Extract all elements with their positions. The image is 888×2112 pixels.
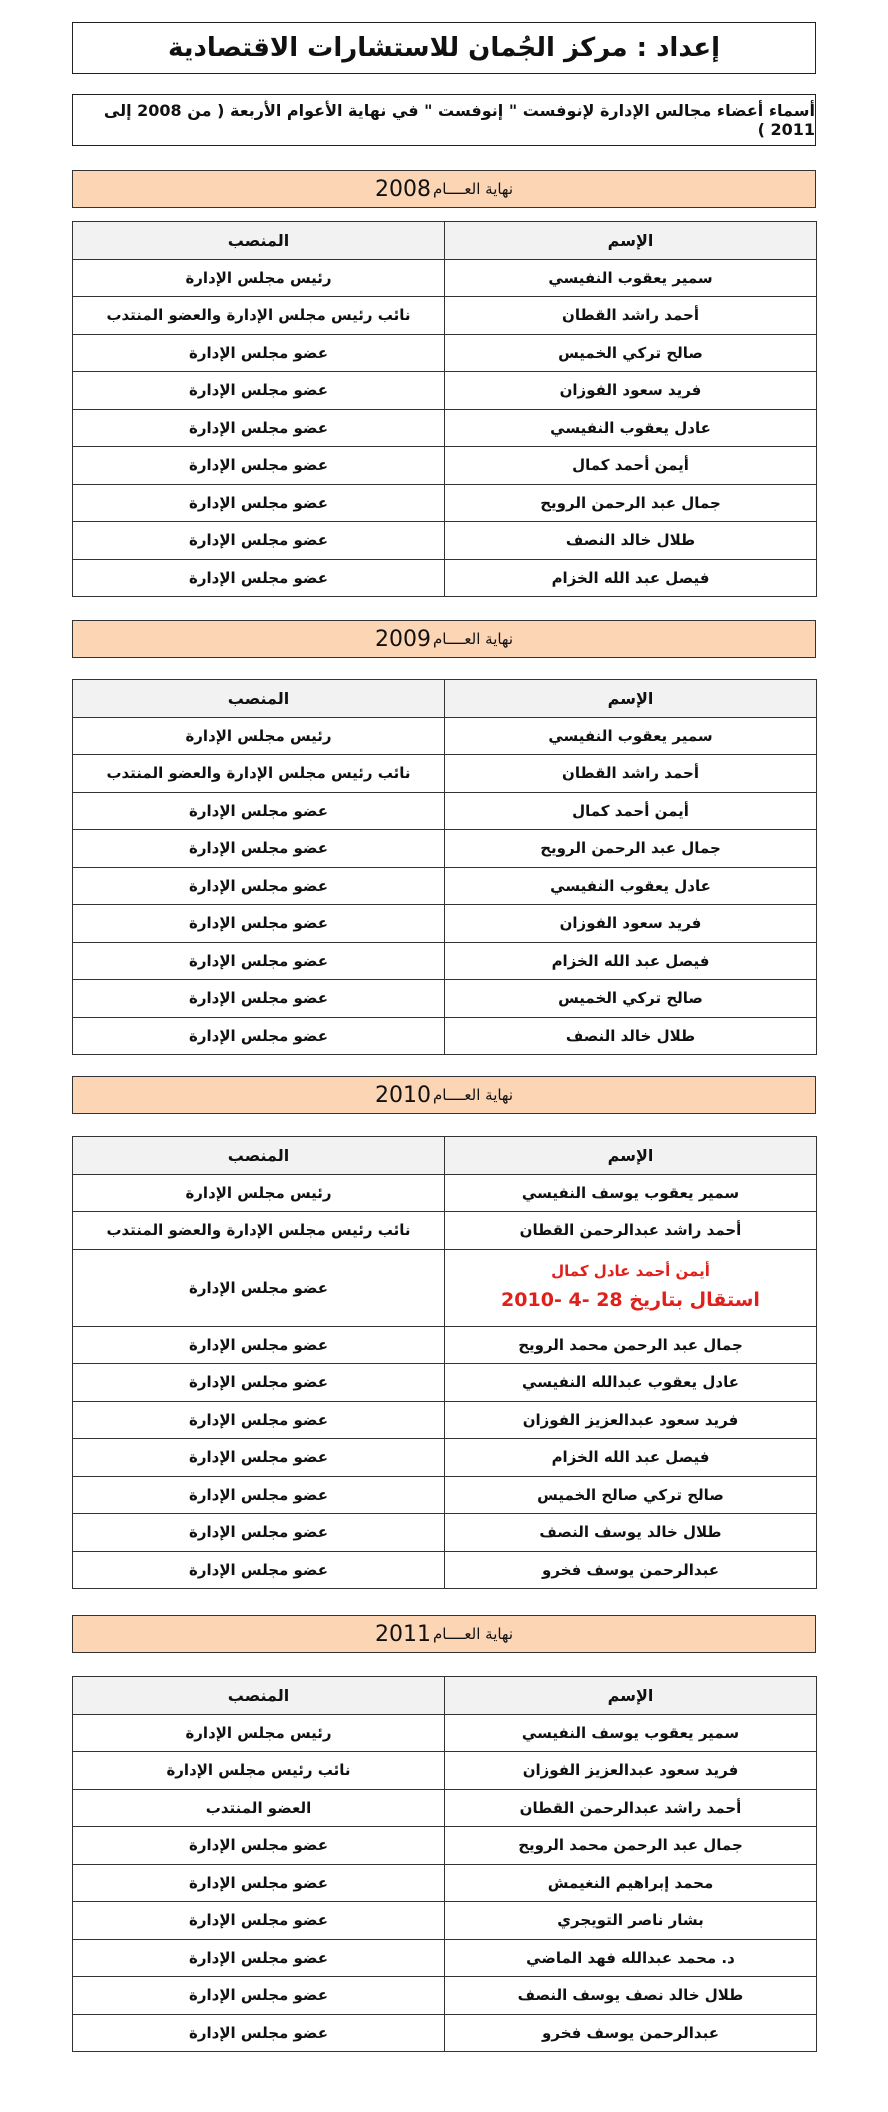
table-header-row [73, 222, 817, 260]
member-position: عضو مجلس الإدارة [73, 1551, 445, 1589]
member-position: عضو مجلس الإدارة [73, 447, 445, 485]
table-header-row [73, 680, 817, 718]
member-position: عضو مجلس الإدارة [73, 484, 445, 522]
table-row [73, 1864, 817, 1902]
year-label: نهاية العــــام [432, 1086, 514, 1104]
table-row [73, 717, 817, 755]
member-name: فريد سعود الفوزان [445, 905, 817, 943]
table-row [73, 1326, 817, 1364]
member-position: نائب رئيس مجلس الإدارة [73, 1752, 445, 1790]
member-position: عضو مجلس الإدارة [73, 1326, 445, 1364]
members-table-2008 [72, 221, 817, 597]
member-name: عادل يعقوب النفيسي [445, 409, 817, 447]
member-position: عضو مجلس الإدارة [73, 1401, 445, 1439]
member-position: عضو مجلس الإدارة [73, 1364, 445, 1402]
member-position: عضو مجلس الإدارة [73, 1902, 445, 1940]
member-position: عضو مجلس الإدارة [73, 1514, 445, 1552]
member-name: فريد سعود الفوزان [445, 372, 817, 410]
table-row [73, 1174, 817, 1212]
member-name: أيمن أحمد كمال [445, 792, 817, 830]
member-name: سمير يعقوب النفيسي [445, 717, 817, 755]
year-header-2008 [72, 170, 816, 208]
member-position: عضو مجلس الإدارة [73, 522, 445, 560]
year-label: نهاية العــــام [432, 1625, 514, 1643]
member-position: العضو المنتدب [73, 1789, 445, 1827]
member-name: طلال خالد يوسف النصف [445, 1514, 817, 1552]
member-name: عبدالرحمن يوسف فخرو [445, 2014, 817, 2052]
table-row [73, 1551, 817, 1589]
table-row [73, 1827, 817, 1865]
member-position: عضو مجلس الإدارة [73, 372, 445, 410]
member-name: أيمن أحمد عادل كمال [551, 1261, 710, 1280]
page-subtitle: أسماء أعضاء مجالس الإدارة لإنوفست " إنوفست " في نهاية الأعوام الأربعة ( من 2008 إلى 2011 ) [103, 101, 815, 139]
member-position: عضو مجلس الإدارة [73, 1249, 445, 1326]
member-position: عضو مجلس الإدارة [73, 905, 445, 943]
year-header-2010 [72, 1076, 816, 1114]
member-position: عضو مجلس الإدارة [73, 334, 445, 372]
member-position: عضو مجلس الإدارة [73, 1977, 445, 2015]
member-position: نائب رئيس مجلس الإدارة والعضو المنتدب [73, 297, 445, 335]
table-header-row [73, 1677, 817, 1715]
table-row [73, 1514, 817, 1552]
table-row [73, 484, 817, 522]
member-position: عضو مجلس الإدارة [73, 980, 445, 1018]
member-name: سمير يعقوب يوسف النفيسي [445, 1174, 817, 1212]
table-row [73, 1439, 817, 1477]
member-position: عضو مجلس الإدارة [73, 1827, 445, 1865]
table-row [73, 980, 817, 1018]
member-name: عبدالرحمن يوسف فخرو [445, 1551, 817, 1589]
page-title: إعداد : مركز الجُمان للاستشارات الاقتصادية [167, 33, 721, 63]
member-position: رئيس مجلس الإدارة [73, 259, 445, 297]
member-name: طلال خالد نصف يوسف النصف [445, 1977, 817, 2015]
member-name: جمال عبد الرحمن الرويح [445, 484, 817, 522]
table-row [73, 1212, 817, 1250]
member-name: فيصل عبد الله الخزام [445, 559, 817, 597]
column-header-name: الإسم [445, 1137, 817, 1175]
table-row [73, 1476, 817, 1514]
table-row [73, 1249, 817, 1326]
member-name-resigned [445, 1249, 817, 1326]
member-name: جمال عبد الرحمن محمد الرويح [445, 1326, 817, 1364]
year-header-2011 [72, 1615, 816, 1653]
member-position: عضو مجلس الإدارة [73, 792, 445, 830]
member-name: محمد إبراهيم النغيمش [445, 1864, 817, 1902]
title-box [72, 22, 816, 74]
table-row [73, 1714, 817, 1752]
table-row [73, 297, 817, 335]
column-header-name: الإسم [445, 1677, 817, 1715]
year-number: 2008 [374, 176, 431, 202]
member-position: عضو مجلس الإدارة [73, 942, 445, 980]
member-position: عضو مجلس الإدارة [73, 1476, 445, 1514]
member-name: أحمد راشد عبدالرحمن القطان [445, 1789, 817, 1827]
column-header-position: المنصب [73, 680, 445, 718]
member-position: رئيس مجلس الإدارة [73, 1174, 445, 1212]
member-position: عضو مجلس الإدارة [73, 1017, 445, 1055]
table-row [73, 259, 817, 297]
table-row [73, 372, 817, 410]
member-position: نائب رئيس مجلس الإدارة والعضو المنتدب [73, 1212, 445, 1250]
table-row [73, 1977, 817, 2015]
table-row [73, 522, 817, 560]
member-name: صالح تركي صالح الخميس [445, 1476, 817, 1514]
member-name: صالح تركي الخميس [445, 980, 817, 1018]
member-name: أحمد راشد القطان [445, 297, 817, 335]
member-name: عادل يعقوب النفيسي [445, 867, 817, 905]
member-name: جمال عبد الرحمن محمد الرويح [445, 1827, 817, 1865]
table-row [73, 1789, 817, 1827]
table-row [73, 1364, 817, 1402]
member-position: عضو مجلس الإدارة [73, 867, 445, 905]
member-name: أحمد راشد عبدالرحمن القطان [445, 1212, 817, 1250]
table-row [73, 1902, 817, 1940]
member-position: عضو مجلس الإدارة [73, 2014, 445, 2052]
member-name: سمير يعقوب النفيسي [445, 259, 817, 297]
members-table-2011 [72, 1676, 817, 2052]
member-position: عضو مجلس الإدارة [73, 1439, 445, 1477]
member-position: عضو مجلس الإدارة [73, 1939, 445, 1977]
members-table-2010 [72, 1136, 817, 1589]
table-row [73, 1401, 817, 1439]
member-name: طلال خالد النصف [445, 522, 817, 560]
year-label: نهاية العــــام [432, 630, 514, 648]
member-name: أحمد راشد القطان [445, 755, 817, 793]
column-header-position: المنصب [73, 1677, 445, 1715]
column-header-position: المنصب [73, 1137, 445, 1175]
year-number: 2011 [374, 1621, 431, 1647]
member-name: عادل يعقوب عبدالله النفيسي [445, 1364, 817, 1402]
table-row [73, 559, 817, 597]
table-row [73, 2014, 817, 2052]
member-position: عضو مجلس الإدارة [73, 1864, 445, 1902]
table-row [73, 1939, 817, 1977]
table-row [73, 905, 817, 943]
year-number: 2009 [374, 626, 431, 652]
year-number: 2010 [374, 1082, 431, 1108]
member-name: فريد سعود عبدالعزيز الفوزان [445, 1752, 817, 1790]
member-name: جمال عبد الرحمن الرويح [445, 830, 817, 868]
member-name: فريد سعود عبدالعزيز الفوزان [445, 1401, 817, 1439]
table-row [73, 755, 817, 793]
table-row [73, 792, 817, 830]
year-label: نهاية العــــام [432, 180, 514, 198]
table-row [73, 1752, 817, 1790]
member-position: عضو مجلس الإدارة [73, 830, 445, 868]
table-row [73, 447, 817, 485]
member-name: طلال خالد النصف [445, 1017, 817, 1055]
column-header-name: الإسم [445, 222, 817, 260]
year-header-2009 [72, 620, 816, 658]
table-row [73, 942, 817, 980]
member-position: عضو مجلس الإدارة [73, 409, 445, 447]
members-table-2009 [72, 679, 817, 1055]
member-name: سمير يعقوب يوسف النفيسي [445, 1714, 817, 1752]
member-name: فيصل عبد الله الخزام [445, 942, 817, 980]
member-position: رئيس مجلس الإدارة [73, 1714, 445, 1752]
table-row [73, 830, 817, 868]
subtitle-box [72, 94, 816, 146]
member-name: د. محمد عبدالله فهد الماضي [445, 1939, 817, 1977]
table-row [73, 334, 817, 372]
member-name: صالح تركي الخميس [445, 334, 817, 372]
member-name: فيصل عبد الله الخزام [445, 1439, 817, 1477]
member-name: أيمن أحمد كمال [445, 447, 817, 485]
member-position: نائب رئيس مجلس الإدارة والعضو المنتدب [73, 755, 445, 793]
table-row [73, 1017, 817, 1055]
table-header-row [73, 1137, 817, 1175]
member-position: رئيس مجلس الإدارة [73, 717, 445, 755]
member-position: عضو مجلس الإدارة [73, 559, 445, 597]
column-header-name: الإسم [445, 680, 817, 718]
table-row [73, 867, 817, 905]
column-header-position: المنصب [73, 222, 445, 260]
resignation-note: استقال بتاريخ 28 -4 -2010 [501, 1289, 760, 1312]
table-row [73, 409, 817, 447]
member-name: بشار ناصر التويجري [445, 1902, 817, 1940]
